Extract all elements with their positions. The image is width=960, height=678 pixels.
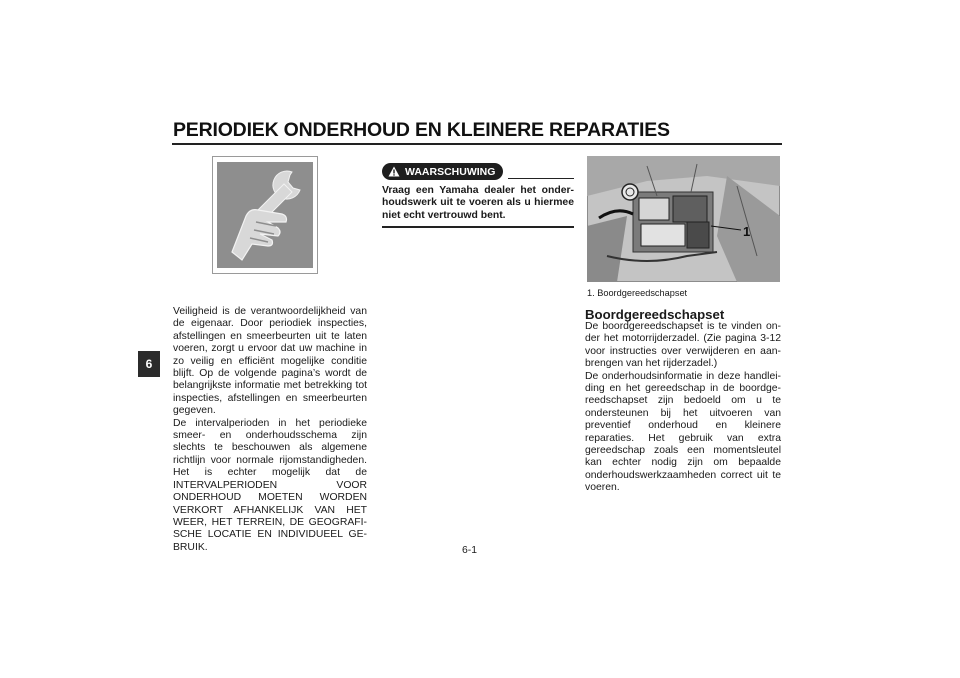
chapter-tab: 6 — [138, 351, 160, 377]
toolkit-paragraph: De boordgereedschapset is te vinden onder het motorrijderzadel. (Zie pagina 3-12 voor instructies over verwijderen en aanbrengen van het rijderzadel.) De onderhoudsinformatie in deze handleiding en het gereedschap in de boordgereedschapset zijn bedoeld om u te ondersteunen bij het uitvoeren van preventief onderhoud en kleinere reparaties. Het gebruik van extra gereedschap zoals een momentsleutel kan echter nodig zijn om bepaalde onderhoudswerkzaamheden correct uit te voeren. — [585, 321, 781, 494]
toolkit-photo — [587, 156, 780, 282]
warning-badge — [382, 163, 503, 180]
photo-callout: 1 — [743, 224, 751, 239]
section-heading: Boordgereedschapset — [585, 307, 725, 322]
title-divider — [172, 143, 782, 145]
page-number: 6-1 — [462, 545, 478, 556]
maintenance-wrench-hand-icon — [212, 156, 318, 274]
warning-box — [382, 163, 574, 228]
warning-bottom-rule — [382, 226, 574, 228]
intro-paragraph: Veiligheid is de verantwoordelijkheid van de eigenaar. Door periodiek inspecties, afstellingen en smeerbeurten uit te laten voeren, zorgt u ervoor dat uw machine in zo veilig en efficiënt mogelijke conditie blijft. Op de volgende pagina’s wordt de belangrijkste informatie met betrekking tot inspecties, afstellingen en smeerbeurten gegeven. De intervalperioden in het periodieke smeer- en onderhoudsschema zijn slechts te beschouwen als algemene richtlijn voor normale rijomstandigheden. Het is echter mogelijk dat de INTERVALPERIODEN VOOR ONDERHOUD MOETEN WORDEN VERKORT AFHANKELIJK VAN HET WEER, HET TERREIN, DE GEOGRAFISCHE LOCATIE EN INDIVIDUEEL GEBRUIK. — [173, 306, 367, 553]
warning-label: WAARSCHUWING — [405, 165, 496, 178]
photo-caption: 1. Boordgereedschapset — [587, 288, 688, 298]
warning-top-rule — [508, 178, 574, 180]
page-title: PERIODIEK ONDERHOUD EN KLEINERE REPARATIES — [173, 119, 670, 141]
warning-header — [382, 163, 574, 180]
warning-triangle-icon — [388, 166, 400, 177]
warning-text: Vraag een Yamaha dealer het onderhoudswerk uit te voeren als u hiermee niet echt vertrouwd bent. — [382, 185, 574, 221]
